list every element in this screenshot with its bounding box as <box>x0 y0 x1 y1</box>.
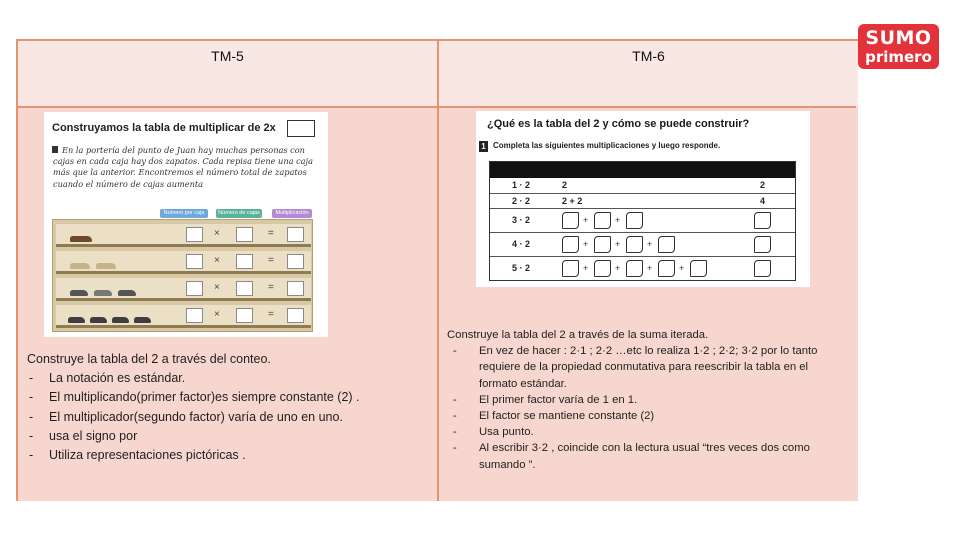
list-item: - El multiplicando(primer factor)es siempre constante (2) . <box>27 388 427 407</box>
plus-sign: + <box>615 263 621 273</box>
tm6-intro: Construye la tabla del 2 a través de la suma iterada. <box>447 329 709 341</box>
plus-sign: + <box>615 215 621 225</box>
shoe-icon <box>118 290 136 296</box>
row-label: 4 · 2 <box>512 239 531 249</box>
shelf-row <box>56 278 311 301</box>
list-item: - El primer factor varía de 1 en 1. <box>447 392 849 408</box>
body-cell-tm5 <box>18 107 437 501</box>
answer-box <box>236 308 253 323</box>
answer-box <box>594 212 611 229</box>
answer-box <box>562 236 579 253</box>
tm6-list <box>447 343 849 473</box>
header-tm5: TM-5 <box>211 48 244 64</box>
shoe-icon <box>70 263 90 269</box>
times-sign: × <box>214 255 220 266</box>
tm6-description <box>447 327 849 473</box>
result-box <box>754 260 771 277</box>
result-box <box>754 212 771 229</box>
list-item: - En vez de hacer : 2·1 ; 2·2 …etc lo realiza 1·2 ; 2·2; 3·2 por lo tanto requiere de la propiedad conmutativa para reescribir la tabla en el formato estándar. <box>447 343 849 392</box>
column-tag-multiplication: Multiplicación <box>272 209 312 218</box>
row-label: 1 · 2 <box>512 180 531 190</box>
list-item: - Al escribir 3·2 , coincide con la lectura usual “tres veces dos como sumando ”. <box>447 440 849 472</box>
list-item: - Usa punto. <box>447 424 849 440</box>
table-row <box>490 208 795 232</box>
answer-box <box>626 260 643 277</box>
answer-box <box>594 260 611 277</box>
list-item: - El factor se mantiene constante (2) <box>447 408 849 424</box>
answer-box <box>287 254 304 269</box>
shelf-row <box>56 224 311 247</box>
table-row <box>490 178 795 193</box>
shelf-row <box>56 305 311 328</box>
answer-box <box>287 308 304 323</box>
times-sign: × <box>214 282 220 293</box>
plus-sign: + <box>647 239 653 249</box>
shoe-icon <box>68 317 85 323</box>
answer-box <box>186 281 203 296</box>
logo-line2: primero <box>865 48 932 66</box>
comparison-table <box>16 39 858 501</box>
plus-sign: + <box>583 239 589 249</box>
table-row <box>490 232 795 256</box>
answer-box <box>287 227 304 242</box>
answer-box <box>562 212 579 229</box>
answer-box <box>658 236 675 253</box>
body-cell-tm6 <box>439 107 858 501</box>
row-label: 3 · 2 <box>512 215 531 225</box>
answer-box <box>658 260 675 277</box>
exercise-number: 1 <box>479 141 488 152</box>
multiplication-table <box>489 161 796 281</box>
times-sign: × <box>214 309 220 320</box>
plus-sign: + <box>615 239 621 249</box>
blank-box <box>287 120 315 137</box>
answer-box <box>626 236 643 253</box>
row-expression: 2 + 2 <box>562 196 583 206</box>
shoe-icon <box>70 236 92 242</box>
tm6-textbook-image <box>476 111 810 287</box>
answer-box <box>186 308 203 323</box>
answer-box <box>186 254 203 269</box>
tm5-intro: Construye la tabla del 2 a través del conteo. <box>27 352 271 366</box>
answer-box <box>626 212 643 229</box>
tm5-handwritten-text: En la portería del punto de Juan hay muchas personas con cajas en cada caja hay dos zapatos. Cada repisa tiene una caja más que la anterior. Encontremos el número total de zapatos cuando el número de cajas aumenta <box>53 145 313 189</box>
times-sign: × <box>214 228 220 239</box>
column-divider <box>437 41 439 501</box>
plus-sign: + <box>647 263 653 273</box>
list-item: - La notación es estándar. <box>27 369 427 388</box>
table-row <box>490 193 795 208</box>
shoe-icon <box>90 317 107 323</box>
header-cell-tm5 <box>18 41 437 107</box>
table-row <box>490 256 795 280</box>
shoe-icon <box>96 263 116 269</box>
result-box <box>754 236 771 253</box>
header-cell-tm6 <box>439 41 858 107</box>
tm6-image-title: ¿Qué es la tabla del 2 y cómo se puede construir? <box>487 118 750 130</box>
equals-sign: = <box>268 228 274 239</box>
tm6-instruction: Completa las siguientes multiplicaciones y luego responde. <box>493 141 721 150</box>
answer-box <box>287 281 304 296</box>
plus-sign: + <box>583 215 589 225</box>
shelf-row <box>56 251 311 274</box>
answer-box <box>186 227 203 242</box>
column-tag-number-per-box: Número por caja <box>160 209 208 218</box>
header-divider <box>18 106 856 108</box>
answer-box <box>236 281 253 296</box>
answer-box <box>236 227 253 242</box>
plus-sign: + <box>583 263 589 273</box>
list-item: - El multiplicador(segundo factor) varía de uno en uno. <box>27 408 427 427</box>
tm5-image-title: Construyamos la tabla de multiplicar de 2x <box>52 122 276 134</box>
shoe-icon <box>94 290 112 296</box>
table-header-bar <box>490 162 795 178</box>
row-label: 5 · 2 <box>512 263 531 273</box>
column-tag-number-of-boxes: Número de cajas <box>216 209 262 218</box>
logo-line1: SUMO <box>865 27 932 49</box>
row-result: 2 <box>760 180 766 190</box>
row-expression: 2 <box>562 180 568 190</box>
answer-box <box>690 260 707 277</box>
tm5-textbook-image <box>44 112 328 337</box>
shoe-icon <box>70 290 88 296</box>
header-tm6: TM-6 <box>632 48 665 64</box>
plus-sign: + <box>679 263 685 273</box>
row-result: 4 <box>760 196 766 206</box>
equals-sign: = <box>268 282 274 293</box>
list-item: - usa el signo por <box>27 427 427 446</box>
equals-sign: = <box>268 309 274 320</box>
list-item: - Utiliza representaciones pictóricas . <box>27 446 427 465</box>
answer-box <box>236 254 253 269</box>
answer-box <box>562 260 579 277</box>
answer-box <box>594 236 611 253</box>
equals-sign: = <box>268 255 274 266</box>
tm5-list <box>27 369 427 465</box>
shoe-shelf-illustration <box>52 219 313 332</box>
tm5-description <box>27 350 427 465</box>
sumo-primero-logo <box>858 24 939 69</box>
shoe-icon <box>134 317 151 323</box>
shoe-icon <box>112 317 129 323</box>
row-label: 2 · 2 <box>512 196 531 206</box>
